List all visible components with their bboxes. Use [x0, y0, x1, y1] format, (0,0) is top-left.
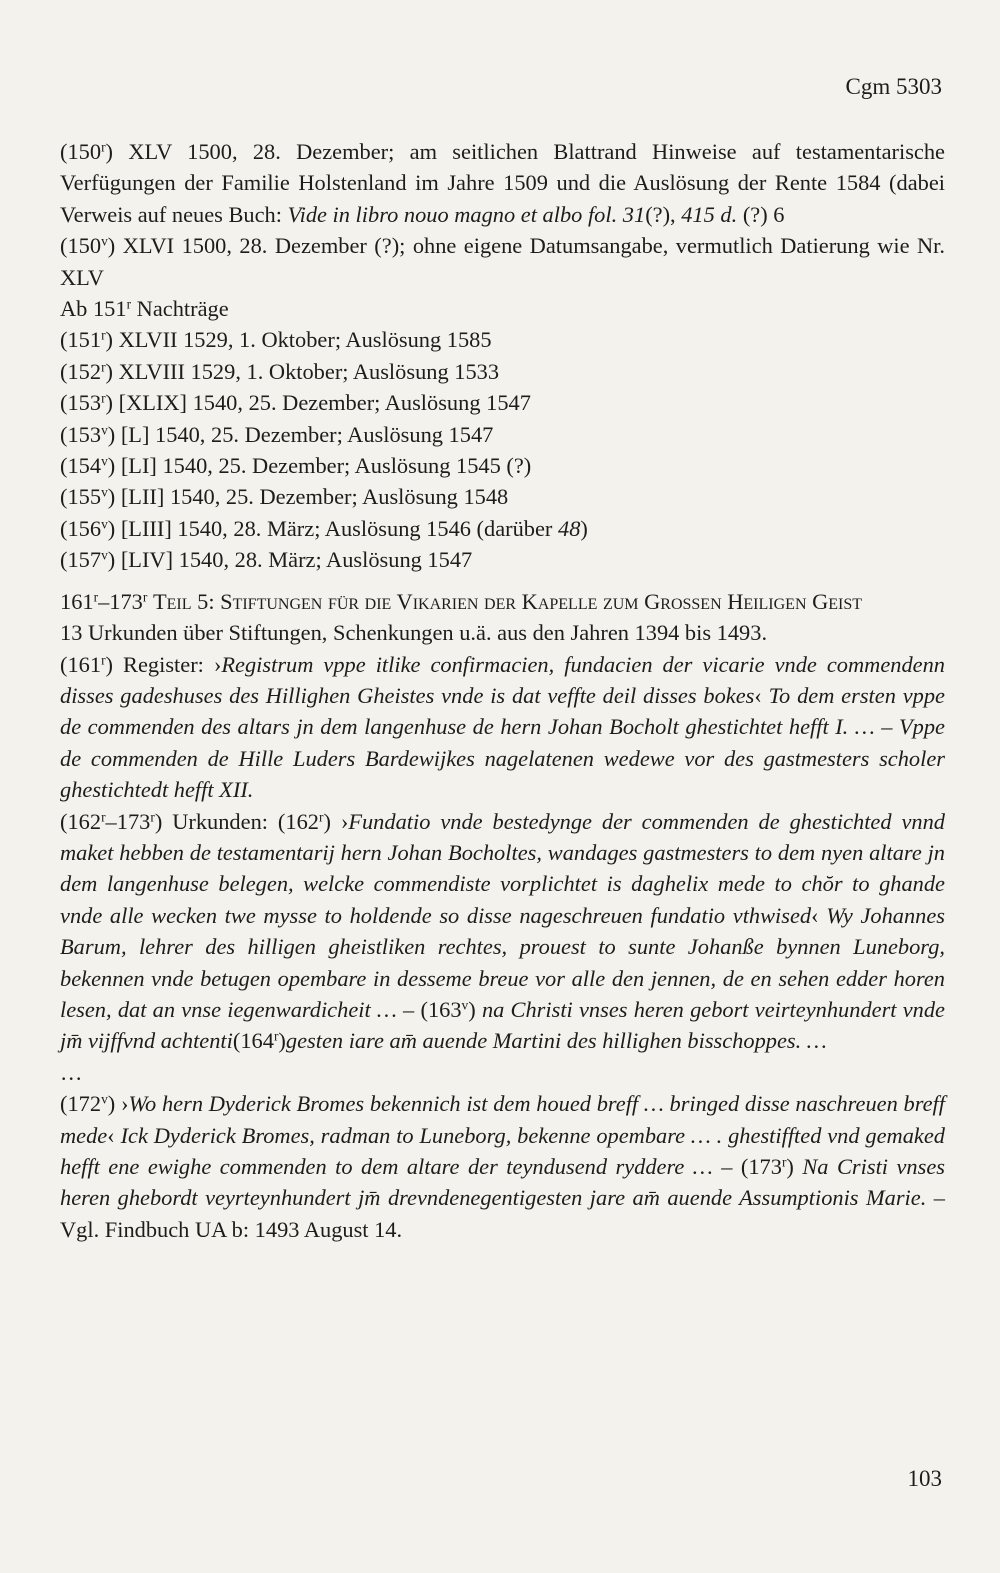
- entry-150v: (150$^v$) XLVI 1500, 28. Dezember (?); ohne eigene Datumsangabe, vermutlich Datierung wie Nr. XLV: [60, 233, 945, 290]
- section-heading: 161$^r$–173$^r$ Teil 5: Stiftungen für die Vikarien der Kapelle zum Grossen Heiligen Geist: [60, 588, 863, 614]
- entry-150r: (150$^r$) XLV 1500, 28. Dezember; am seitlichen Blattrand Hinweise auf testamentarische Verfügungen der Familie Holstenland im Jahre 1509 und die Auslösung der Rente 1584 (dabei Verweis auf neues Buch: Vide in libro nouo magno et albo fol. 31(?), 415 d. (?) 6: [60, 139, 945, 227]
- entry-152r: (152$^r$) XLVIII 1529, 1. Oktober; Auslösung 1533: [60, 358, 500, 384]
- section-title: Teil 5: Stiftungen für die Vikarien der Kapelle zum Grossen Heiligen Geist: [152, 588, 863, 614]
- running-head: Cgm 5303: [845, 74, 942, 99]
- entry-172v: (172$^v$) ›Wo hern Dyderick Bromes bekennich ist dem houed breff … bringed disse naschreuen breff mede‹ Ick Dyderick Bromes, radman to Luneborg, bekenne opembare … . ghestiffted vnd gemaked hefft ene ewighe commenden to dem altare der teyndusend ryddere … – (173$^r$) Na Cristi vnses heren ghebordt veyrteynhundert jm̄ drevndenegentigesten jare am̄ auende Assumptionis Marie. – Vgl. Findbuch UA b: 1493 August 14.: [60, 1091, 946, 1242]
- entry-156v: (156$^v$) [LIII] 1540, 28. März; Auslösung 1546 (darüber 48): [60, 515, 588, 541]
- catalogue-text: [60, 136, 945, 1245]
- entry-157v: (157$^v$) [LIV] 1540, 28. März; Auslösung 1547: [60, 547, 473, 573]
- entry-154v: (154$^v$) [LI] 1540, 25. Dezember; Auslösung 1545 (?): [60, 453, 532, 479]
- register-entry: (161$^r$) Register: ›Registrum vppe itlike confirmacien, fundacien der vicarie vnde commendenn disses gadeshuses des Hillighen Gheistes vnde is dat veffte deil disses bokes‹ To dem ersten vppe de commenden des altars jn dem langenhuse de hern Johan Bocholt ghestichtet hefft I. … – Vppe de commenden de Hille Luders Bardewijkes nagelatenen wedewe vor des gastmesters scholer ghestichtedt hefft XII.: [60, 651, 946, 803]
- entry-155v: (155$^v$) [LII] 1540, 25. Dezember; Auslösung 1548: [60, 484, 509, 510]
- ellipsis-line: …: [60, 1059, 83, 1085]
- entry-151r: (151$^r$) XLVII 1529, 1. Oktober; Auslösung 1585: [60, 327, 492, 353]
- entry-153r: (153$^r$) [XLIX] 1540, 25. Dezember; Auslösung 1547: [60, 390, 531, 416]
- urkunden-entry: (162$^r$–173$^r$) Urkunden: (162$^r$) ›Fundatio vnde bestedynge der commenden de ghestichted vnnd maket hebben de testamentarij hern Johan Bocholtes, wandages gastmesters to dem nyen altare jn dem langenhuse belegen, welcke commendiste vorplichtet is daghelix mede to chŏr to ghande vnde alle wecken twe mysse to holdende so disse nageschreuen fundatio vthwised‹ Wy Johannes Barum, lehrer des hilligen gheistliken rechtes, prouest to sunte Johanße bynnen Luneborg, bekennen vnde betugen opembare in desseme breue vor alle den jennen, de en sehen edder horen lesen, dat an vnse iegenwardicheit … – (163$^v$) na Christi vnses heren gebort veirteynhundert vnde jm̄ vijffvnd achtenti(164$^r$)gesten iare am̄ auende Martini des hillighen bisschoppes. …: [60, 808, 946, 1054]
- entry-nachtraege: Ab 151$^r$ Nachträge: [60, 296, 229, 322]
- section-summary: 13 Urkunden über Stiftungen, Schenkungen u.ä. aus den Jahren 1394 bis 1493.: [60, 620, 768, 646]
- entry-153v: (153$^v$) [L] 1540, 25. Dezember; Auslösung 1547: [60, 421, 494, 447]
- page-number: 103: [907, 1466, 942, 1491]
